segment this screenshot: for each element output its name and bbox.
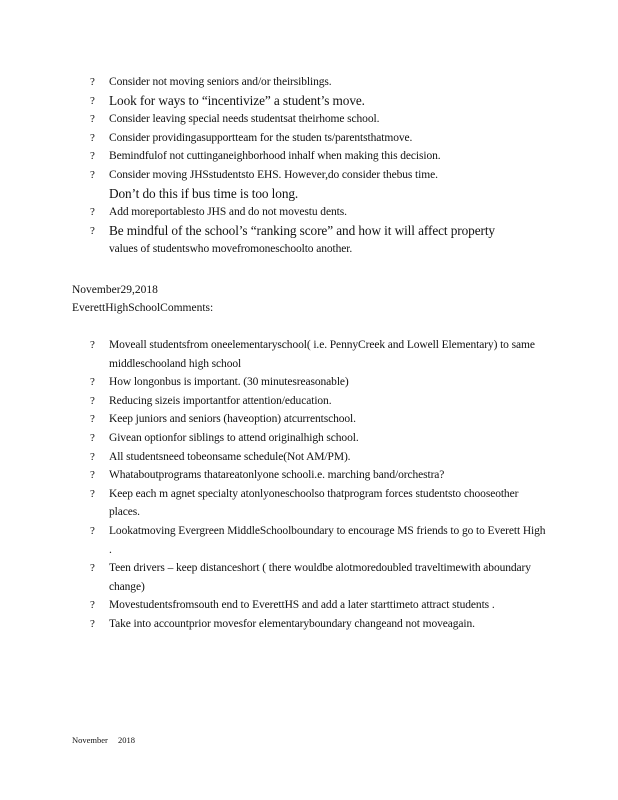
bullet-mark: ?: [90, 206, 95, 219]
bullet-mark: ?: [90, 617, 95, 630]
list-item: [90, 429, 550, 448]
top-bullet-list: [90, 73, 550, 259]
list-item-text: Be mindful of the school’s “ranking score” and how it will affect property: [109, 222, 495, 238]
list-item-text: Consider providingasupportteam for the studen ts/parentsthatmove.: [109, 131, 413, 144]
list-item-text: How longonbus is important. (30 minutesreasonable): [109, 376, 349, 389]
bullet-mark: ?: [90, 94, 95, 107]
list-item: [90, 466, 550, 485]
list-item-text: Consider leaving special needs studentsat theirhome school.: [109, 113, 380, 126]
footer-year: 2018: [118, 735, 136, 745]
list-item: [90, 73, 550, 92]
list-item: [90, 203, 550, 222]
list-item: [90, 110, 550, 129]
list-item-text: Consider not moving seniors and/or theirsiblings.: [109, 76, 332, 88]
list-item-text: Teen drivers – keep distanceshort ( there wouldbe alotmoredoubled traveltimewith aboundary change): [109, 562, 531, 593]
list-item: [90, 129, 550, 148]
list-item: [90, 147, 550, 166]
list-item-text: Consider moving JHSstudentsto EHS. However,do consider thebus time.: [109, 168, 438, 181]
list-item: [90, 222, 550, 259]
bullet-mark: ?: [90, 76, 95, 88]
list-item-text: Lookatmoving Evergreen MiddleSchoolboundary to encourage MS friends to go to Everett High .: [109, 524, 546, 556]
list-item: [90, 596, 550, 615]
list-item: [90, 373, 550, 392]
bottom-bullet-list: [90, 336, 550, 634]
list-item-text: Moveall studentsfrom oneelementaryschool( i.e. PennyCreek and Lowell Elementary) to same middleschooland high school: [109, 339, 535, 370]
list-item: [90, 166, 550, 203]
list-item-text: Movestudentsfromsouth end to EverettHS and add a later starttimeto attract students .: [109, 599, 495, 612]
bullet-mark: ?: [90, 524, 95, 537]
list-item-text-continued: values of studentswho movefromoneschoolto another.: [109, 243, 353, 256]
list-item: [90, 448, 550, 467]
section-heading: EverettHighSchoolComments:: [72, 302, 214, 314]
footer-month: November: [72, 735, 108, 745]
list-item-text: Reducing sizeis importantfor attention/education.: [109, 394, 332, 407]
bullet-mark: ?: [90, 376, 95, 389]
bullet-mark: ?: [90, 394, 95, 407]
list-item-text: Givean optionfor siblings to attend originalhigh school.: [109, 431, 359, 444]
bullet-mark: ?: [90, 413, 95, 426]
bullet-mark: ?: [90, 469, 95, 482]
list-item: [90, 559, 550, 596]
bullet-mark: ?: [90, 431, 95, 444]
list-item: [90, 522, 550, 559]
list-item-text: All studentsneed tobeonsame schedule(Not AM/PM).: [109, 450, 351, 463]
list-item-text: Add moreportablesto JHS and do not movestu dents.: [109, 206, 347, 219]
bullet-mark: ?: [90, 150, 95, 163]
list-item: [90, 485, 550, 522]
comment-date: November29,2018: [72, 284, 158, 296]
list-item: [90, 336, 550, 373]
list-item: [90, 615, 550, 634]
list-item-text: Bemindfulof not cuttinganeighborhood inhalf when making this decision.: [109, 150, 441, 163]
bullet-mark: ?: [90, 562, 95, 575]
bullet-mark: ?: [90, 224, 95, 237]
list-item-text-continued: Don’t do this if bus time is too long.: [109, 185, 299, 201]
bullet-mark: ?: [90, 131, 95, 144]
bullet-mark: ?: [90, 487, 95, 500]
bullet-mark: ?: [90, 339, 95, 351]
list-item: [90, 392, 550, 411]
list-item-text: Whataboutprograms thatareatonlyone schooli.e. marching band/orchestra?: [109, 469, 445, 482]
bullet-mark: ?: [90, 450, 95, 463]
bullet-mark: ?: [90, 168, 95, 181]
list-item-text: Look for ways to “incentivize” a student’s move.: [109, 92, 365, 108]
list-item-text: Keep juniors and seniors (haveoption) atcurrentschool.: [109, 413, 356, 426]
page-footer: [72, 735, 135, 745]
bullet-mark: ?: [90, 113, 95, 126]
list-item-text: Keep each m agnet specialty atonlyoneschoolso thatprogram forces studentsto chooseother places.: [109, 487, 519, 519]
bullet-mark: ?: [90, 599, 95, 612]
list-item: [90, 92, 550, 111]
list-item-text: Take into accountprior movesfor elementaryboundary changeand not moveagain.: [109, 617, 475, 630]
list-item: [90, 410, 550, 429]
